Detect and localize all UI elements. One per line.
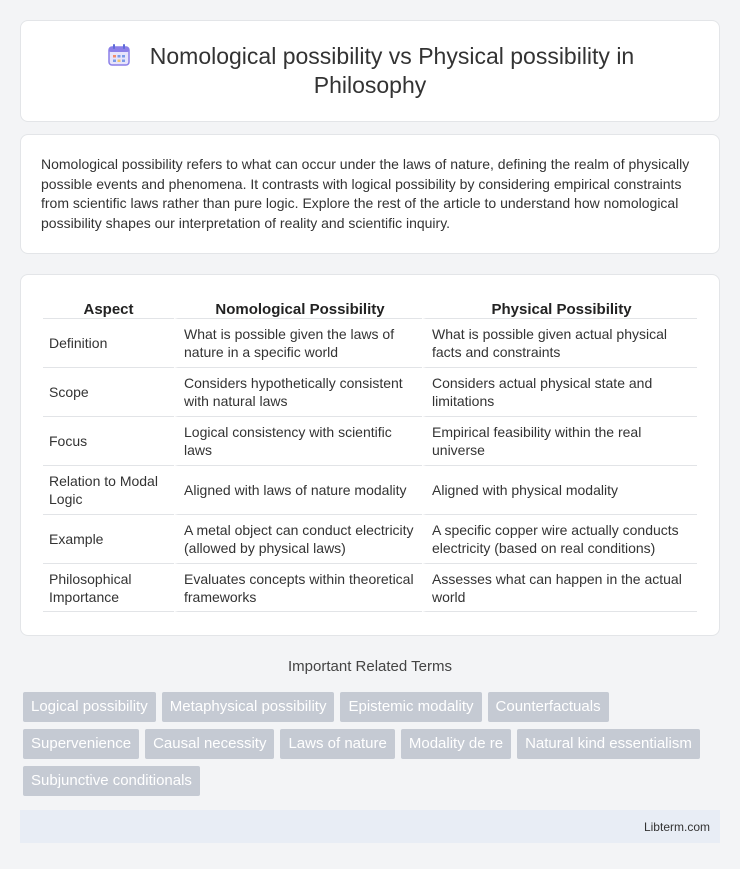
table-cell: Aligned with physical modality — [422, 465, 697, 514]
table-row — [43, 465, 697, 514]
comparison-table-card — [20, 274, 720, 636]
table-cell: Aligned with laws of nature modality — [174, 465, 422, 514]
footer — [20, 810, 720, 843]
table-row — [43, 514, 697, 563]
related-term-tag[interactable]: Subjunctive conditionals — [23, 766, 200, 796]
intro-text: Nomological possibility refers to what can occur under the laws of nature, defining the realm of physically possible events and phenomena. It contrasts with logical possibility by considering empirical constraints from scientific laws rather than pure logic. Explore the rest of the article to understand how nomological possibility shapes our interpretation of reality and scientific inquiry. — [41, 156, 690, 231]
column-header: Nomological Possibility — [174, 297, 422, 318]
table-cell: Example — [43, 514, 174, 563]
table-cell: Definition — [43, 318, 174, 367]
related-term-tag[interactable]: Epistemic modality — [340, 692, 481, 722]
table-row — [43, 367, 697, 416]
table-cell: A metal object can conduct electricity (allowed by physical laws) — [174, 514, 422, 563]
column-header: Aspect — [83, 301, 134, 318]
table-cell: Focus — [43, 416, 174, 465]
related-term-tag[interactable]: Logical possibility — [23, 692, 156, 722]
table-cell: Considers actual physical state and limitations — [422, 367, 697, 416]
related-term-tag[interactable]: Causal necessity — [145, 729, 274, 759]
related-term-tag[interactable]: Counterfactuals — [488, 692, 609, 722]
related-term-tag[interactable]: Metaphysical possibility — [162, 692, 335, 722]
table-cell: Relation to Modal Logic — [43, 465, 174, 514]
table-row — [43, 318, 697, 367]
table-cell: Scope — [43, 367, 174, 416]
title-card — [20, 20, 720, 122]
table-cell: Evaluates concepts within theoretical frameworks — [174, 563, 422, 612]
table-header-row — [43, 297, 697, 318]
table-cell: A specific copper wire actually conducts electricity (based on real conditions) — [422, 514, 697, 563]
table-cell: What is possible given actual physical facts and constraints — [422, 318, 697, 367]
related-terms-heading: Important Related Terms — [288, 658, 452, 675]
related-term-tag[interactable]: Modality de re — [401, 729, 511, 759]
table-cell: Empirical feasibility within the real universe — [422, 416, 697, 465]
table-cell: Logical consistency with scientific laws — [174, 416, 422, 465]
table-row — [43, 563, 697, 612]
related-term-tag[interactable]: Laws of nature — [280, 729, 394, 759]
table-cell: Considers hypothetically consistent with natural laws — [174, 367, 422, 416]
related-term-tag[interactable]: Natural kind essentialism — [517, 729, 700, 759]
table-row — [43, 416, 697, 465]
table-cell: Assesses what can happen in the actual world — [422, 563, 697, 612]
comparison-table — [43, 297, 697, 612]
related-terms-list — [23, 692, 720, 796]
page-title: Nomological possibility vs Physical possibility in Philosophy — [149, 43, 635, 98]
footer-site-link[interactable]: Libterm.com — [643, 819, 710, 834]
table-cell: Philosophical Importance — [43, 563, 174, 612]
column-header: Physical Possibility — [422, 297, 697, 318]
intro-card — [20, 134, 720, 254]
page-title-wrap — [61, 42, 679, 100]
related-term-tag[interactable]: Supervenience — [23, 729, 139, 759]
calendar-icon — [106, 42, 132, 68]
table-cell: What is possible given the laws of nature in a specific world — [174, 318, 422, 367]
